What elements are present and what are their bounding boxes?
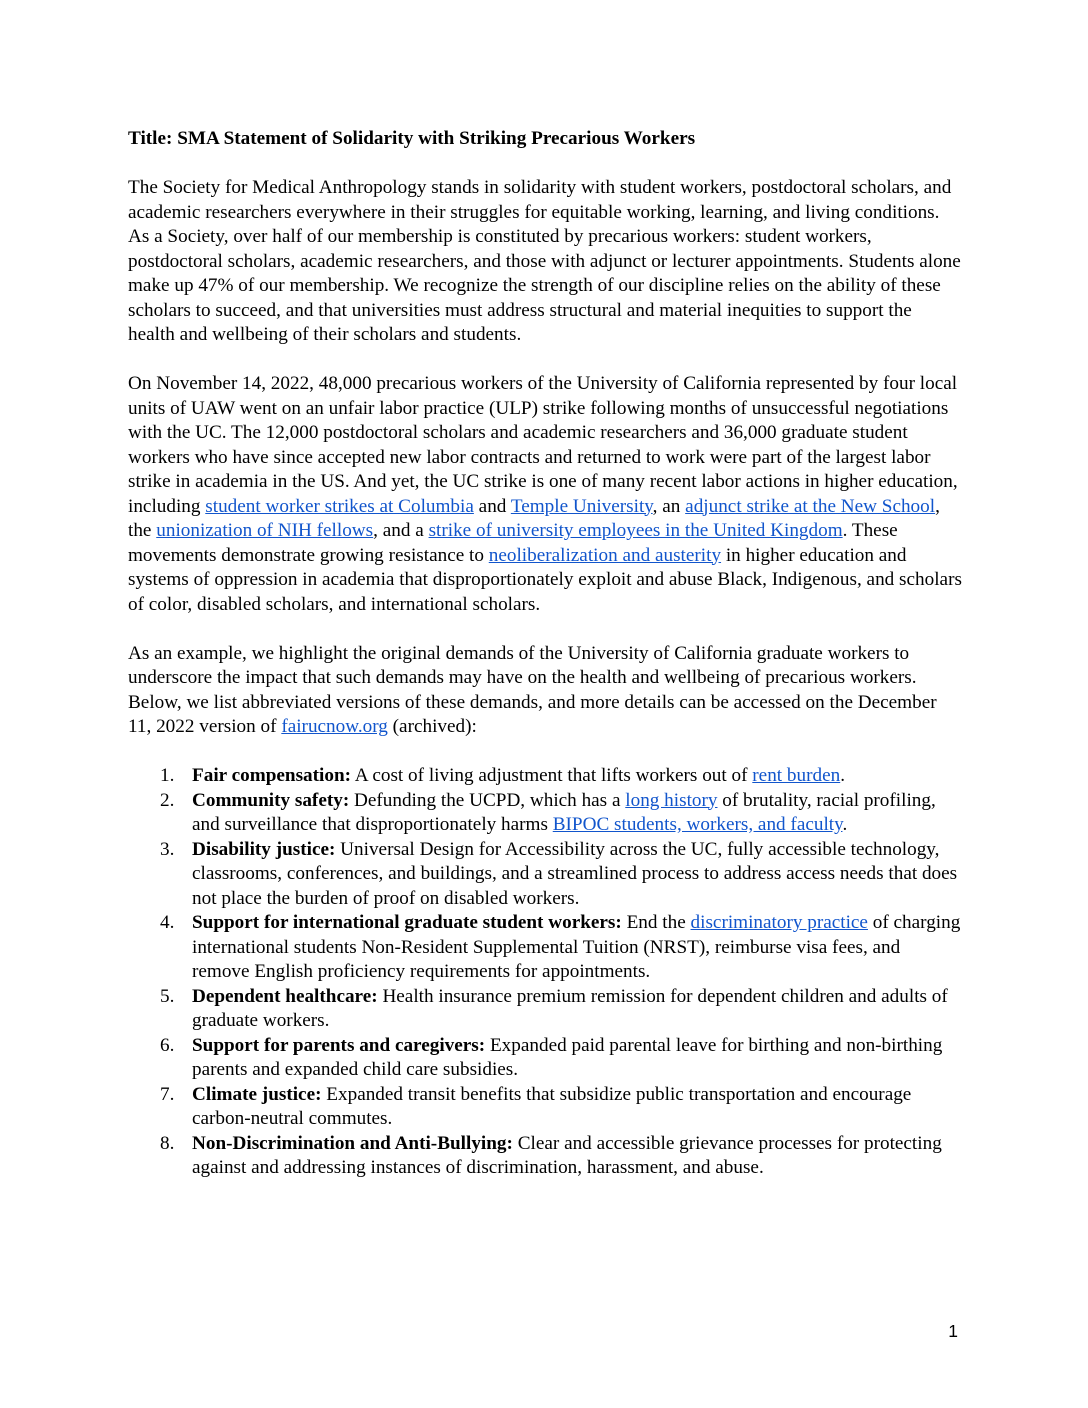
document-title: Title: SMA Statement of Solidarity with Striking Precarious Workers <box>128 128 696 149</box>
paragraph-uc-strike <box>128 372 962 617</box>
text-segment: A cost of living adjustment that lifts workers out of <box>351 765 753 786</box>
link-temple-university[interactable]: Temple University <box>510 495 653 517</box>
list-item <box>160 838 962 912</box>
demand-heading: Support for parents and caregivers: <box>192 1034 486 1056</box>
text-segment: , and a <box>373 520 429 541</box>
text-segment: of brutality, racial profiling, and surveillance that disproportionately harms <box>192 789 936 835</box>
list-item <box>160 985 962 1034</box>
demand-heading: Climate justice: <box>192 1083 322 1105</box>
link-uk-university-strike[interactable]: strike of university employees in the United Kingdom <box>428 520 843 541</box>
text-segment: On November 14, 2022, 48,000 precarious workers of the University of California represented by four local units of UAW went on an unfair labor practice (ULP) strike following months of unsuccessful negotiations with the UC. The 12,000 postdoctoral scholars and academic researchers and 36,000 graduate student workers who have since accepted new labor contracts and returned to work were part of the largest labor strike in academia in the US. And yet, the UC strike is one of many recent labor actions in higher education, including <box>128 373 958 517</box>
link-new-school-adjunct-strike[interactable]: adjunct strike at the New School <box>685 495 936 517</box>
link-rent-burden[interactable]: rent burden <box>752 765 841 786</box>
text-segment: End the <box>621 912 691 933</box>
text-segment: . These movements demonstrate growing resistance to <box>128 520 898 566</box>
list-item <box>160 1083 962 1132</box>
text-segment: and <box>473 495 511 517</box>
text-segment: Expanded paid parental leave for birthing and non-birthing parents and expanded child care subsidies. <box>192 1034 943 1080</box>
text-segment: Health insurance premium remission for dependent children and adults of graduate workers. <box>192 985 948 1031</box>
text-segment: in higher education and systems of oppression in academia that disproportionately exploit and abuse Black, Indigenous, and scholars of color, disabled scholars, and international scholars. <box>128 544 962 615</box>
text-segment: , the <box>128 495 940 541</box>
text-segment: Universal Design for Accessibility across the UC, fully accessible technology, classrooms, conferences, and buildings, and a streamlined process to address access needs that does not place the burden of proof on disabled workers. <box>192 838 958 909</box>
demand-heading: Support for international graduate student workers: <box>192 912 622 933</box>
link-columbia-strikes[interactable]: student worker strikes at Columbia <box>205 495 474 517</box>
demands-list <box>128 764 962 1181</box>
paragraph-solidarity: The Society for Medical Anthropology stands in solidarity with student workers, postdoctoral scholars, and academic researchers everywhere in their struggles for equitable working, learning, and living conditions. As a Society, over half of our membership is constituted by precarious workers: student workers, postdoctoral scholars, academic researchers, and those with adjunct or lecturer appointments. Students alone make up 47% of our membership. We recognize the strength of our discipline relies on the ability of these scholars to succeed, and that universities must address structural and material inequities to support the health and wellbeing of their scholars and students. <box>128 177 961 345</box>
list-number: 2. <box>160 789 175 811</box>
list-number: 4. <box>160 912 175 933</box>
demand-heading: Non-Discrimination and Anti-Bullying: <box>192 1132 513 1154</box>
link-fairucnow[interactable]: fairucnow.org <box>281 716 388 737</box>
link-discriminatory-practice[interactable]: discriminatory practice <box>690 912 868 933</box>
text-segment: (archived): <box>387 716 477 737</box>
link-bipoc-students-workers-faculty[interactable]: BIPOC students, workers, and faculty <box>552 814 843 835</box>
link-nih-fellows-union[interactable]: unionization of NIH fellows <box>156 520 374 541</box>
list-item <box>160 1034 962 1083</box>
text-segment: Clear and accessible grievance processes for protecting against and addressing instances of discrimination, harassment, and abuse. <box>192 1132 942 1178</box>
list-number: 6. <box>160 1034 175 1056</box>
text-segment: of charging international students Non-Resident Supplemental Tuition (NRST), reimburse visa fees, and remove English proficiency requirements for appointments. <box>192 912 961 982</box>
list-number: 1. <box>160 765 175 786</box>
text-segment: , an <box>652 495 686 517</box>
demand-heading: Community safety: <box>192 789 350 811</box>
list-number: 3. <box>160 838 175 860</box>
list-item <box>160 789 962 838</box>
text-segment: . <box>842 814 848 835</box>
list-number: 8. <box>160 1132 175 1154</box>
link-neoliberalization-austerity[interactable]: neoliberalization and austerity <box>488 544 722 566</box>
list-item <box>160 1132 962 1181</box>
text-segment: . <box>840 765 846 786</box>
list-number: 7. <box>160 1083 175 1105</box>
page-number: 1 <box>948 1321 958 1341</box>
text-segment: Expanded transit benefits that subsidize public transportation and encourage carbon-neutral commutes. <box>192 1083 912 1129</box>
demand-heading: Fair compensation: <box>192 765 351 786</box>
paragraph-demands-intro <box>128 642 962 740</box>
text-segment: As an example, we highlight the original demands of the University of California graduate workers to underscore the impact that such demands may have on the health and wellbeing of precarious workers. Below, we list abbreviated versions of these demands, and more details can be accessed on the December 11, 2022 version of <box>128 642 937 737</box>
list-item <box>160 764 962 789</box>
text-segment: Defunding the UCPD, which has a <box>349 789 626 811</box>
list-number: 5. <box>160 985 175 1007</box>
demand-heading: Disability justice: <box>192 838 336 860</box>
document-body <box>128 127 962 1181</box>
list-item <box>160 911 962 985</box>
demand-heading: Dependent healthcare: <box>192 985 378 1007</box>
link-long-history[interactable]: long history <box>625 789 718 811</box>
